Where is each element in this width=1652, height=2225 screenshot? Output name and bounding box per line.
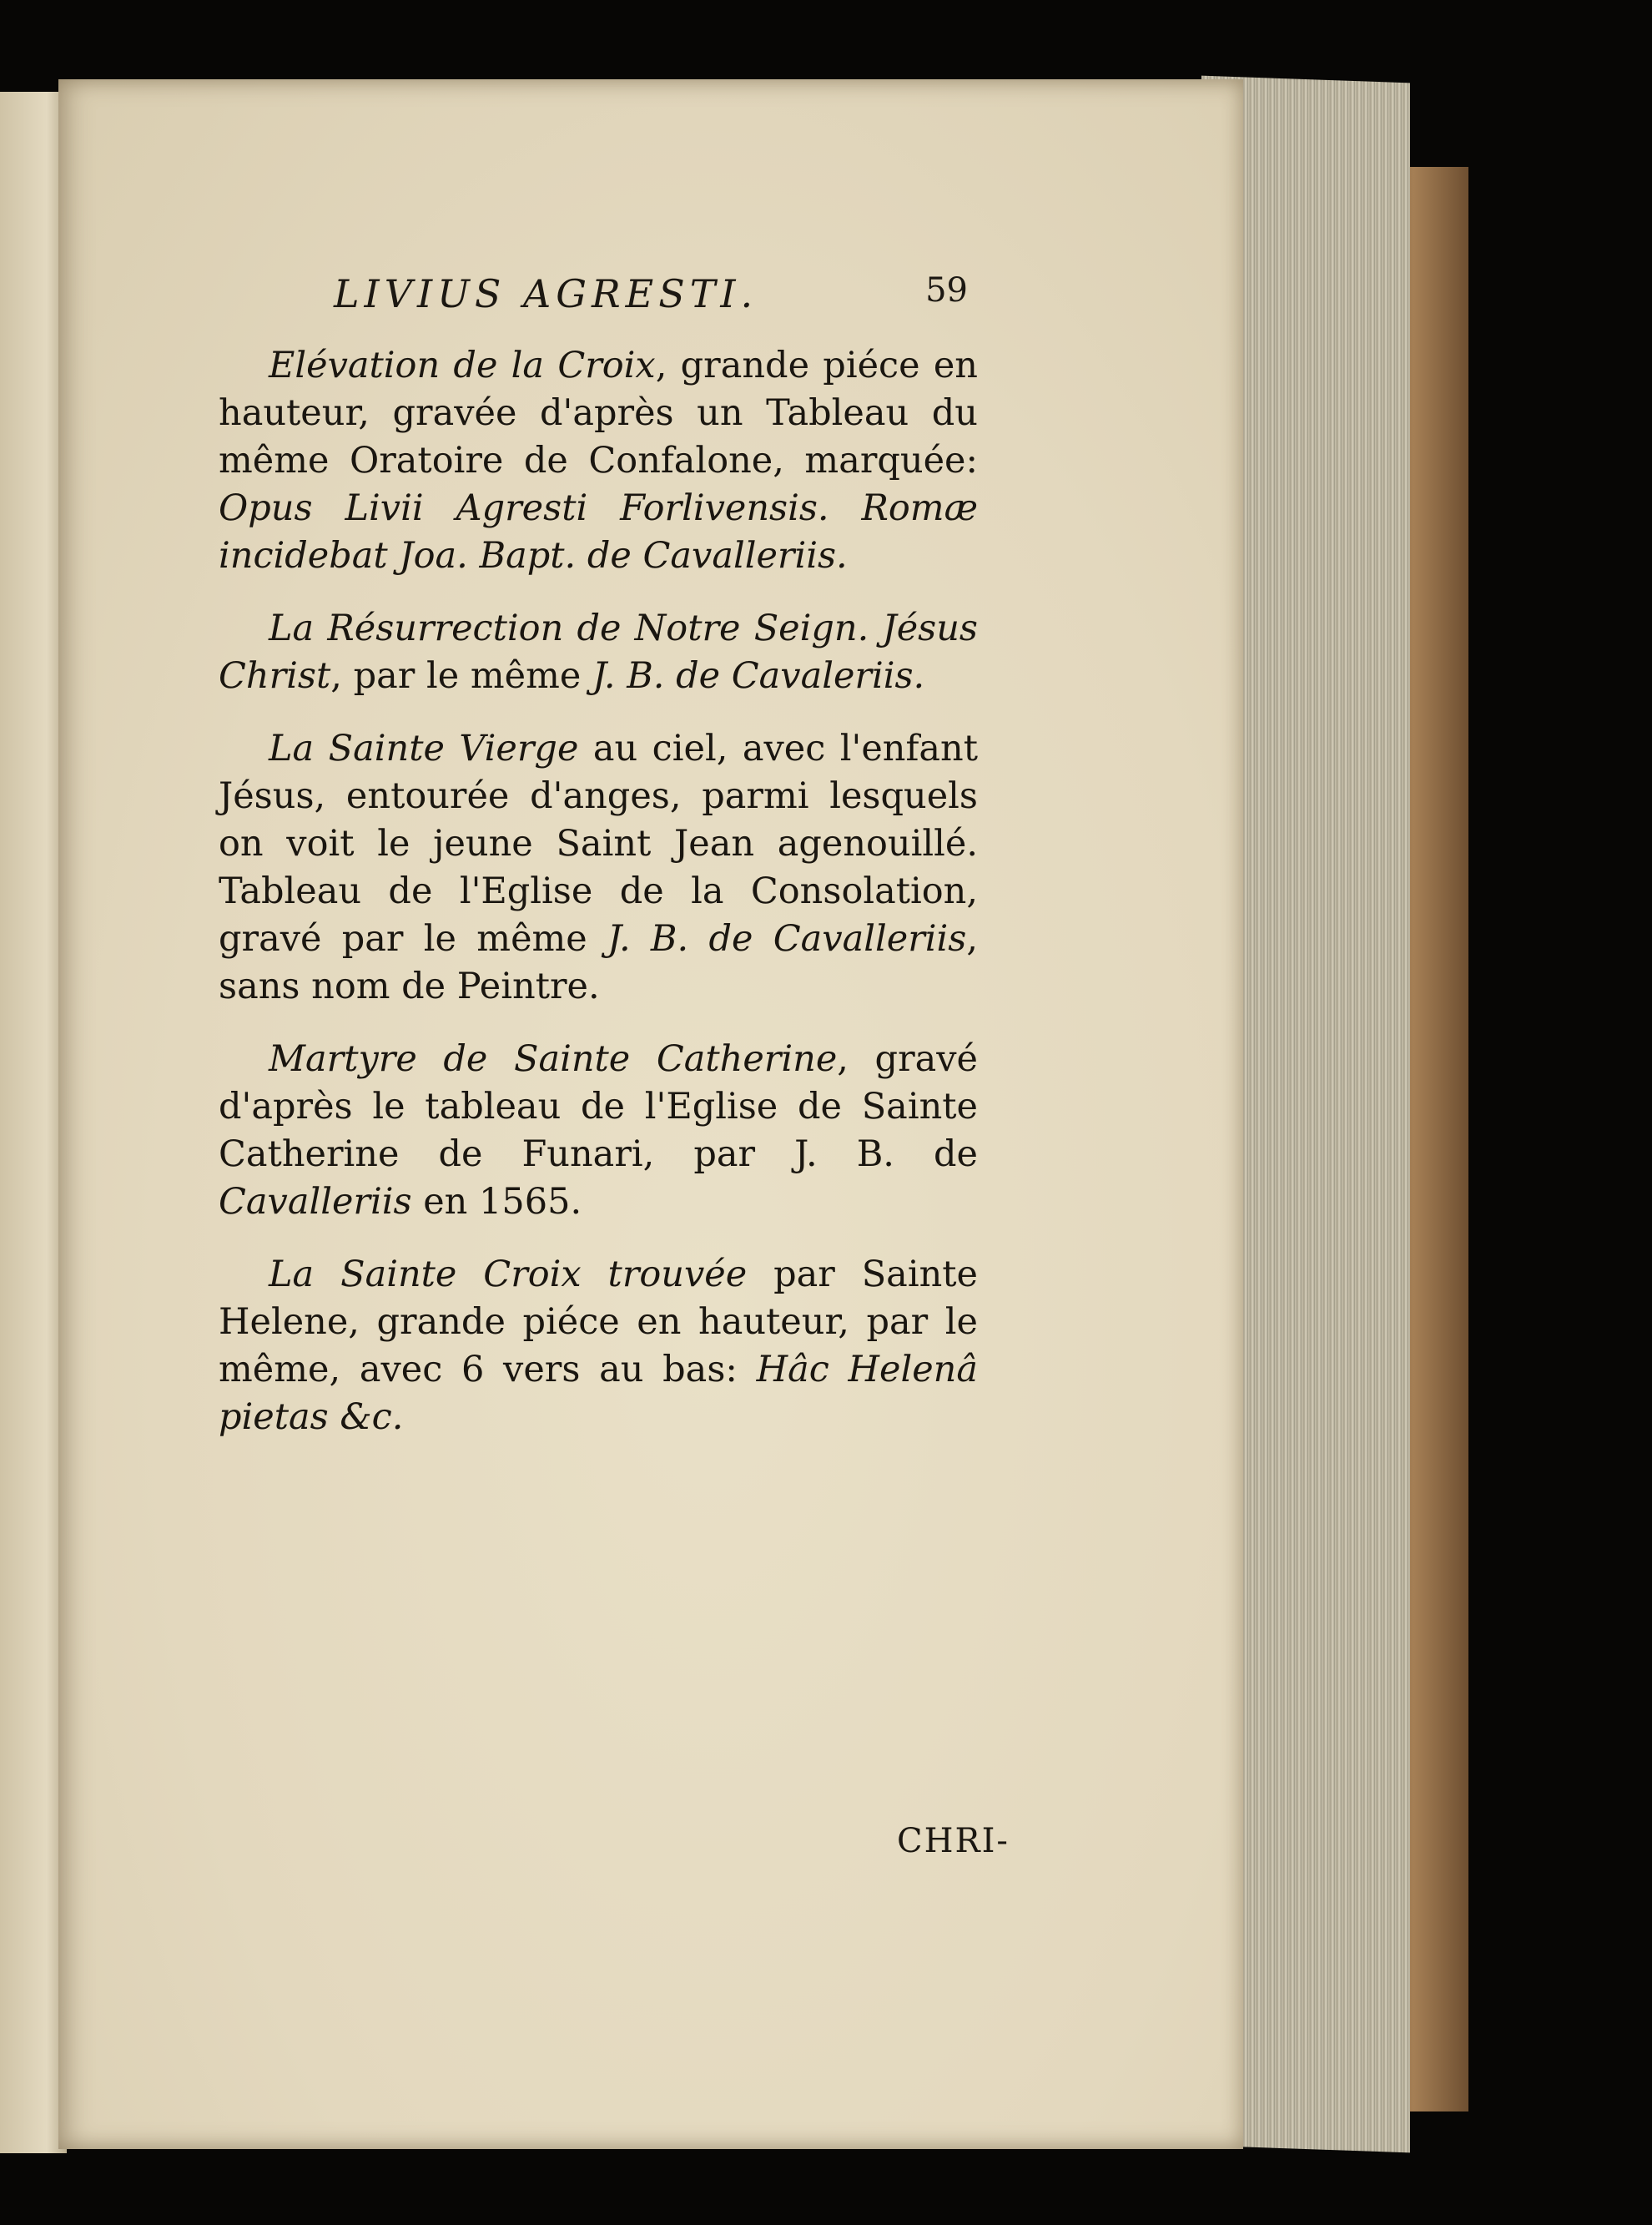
entry-sainte-vierge	[219, 725, 978, 1011]
entry-title: La Sainte Vierge	[269, 728, 579, 769]
page-number: 59	[925, 271, 968, 310]
entry-inscription: J. B. de Cavalleriis	[607, 918, 967, 960]
entry-inscription: Opus Livii Agresti Forlivensis. Romæ incidebat Joa. Bapt. de Cavalleriis.	[219, 487, 978, 577]
catchword: CHRI-	[897, 1822, 1010, 1860]
entry-text: au ciel, avec l'enfant Jésus, entourée d'anges, parmi lesquels on voit le jeune Saint Jean agenouillé. Tableau de l'Eglise de la Consolation, gravé par le même	[219, 728, 979, 960]
entry-title: Martyre de Sainte Catherine	[269, 1038, 838, 1080]
entry-text: , par le même	[330, 655, 592, 697]
entry-text: , gravé d'après le tableau de l'Eglise de Sainte Catherine de Funari, par J. B. de	[219, 1038, 978, 1175]
entry-text-after: en 1565.	[411, 1181, 582, 1223]
entry-title: Elévation de la Croix	[269, 345, 656, 386]
entry-text: , grande piéce en hauteur, gravée d'après un Tableau du même Oratoire de Confalone, marquée:	[219, 345, 978, 482]
entry-title: La Résurrection de Notre Seign. Jésus Christ	[219, 608, 978, 697]
entry-sainte-croix	[219, 1251, 978, 1441]
entry-elevation	[219, 342, 978, 580]
entry-title: La Sainte Croix trouvée	[269, 1254, 748, 1295]
entry-text-after: , sans nom de Peintre.	[219, 918, 978, 1007]
entry-inscription: Cavalleriis	[219, 1181, 412, 1223]
page-header	[334, 271, 968, 330]
facing-page-edge	[0, 92, 67, 2153]
entry-martyre	[219, 1036, 978, 1226]
entry-resurrection	[219, 605, 978, 700]
entry-inscription: Hâc Helenâ pietas &c.	[219, 1349, 978, 1438]
entry-text: par Sainte Helene, grande piéce en hauteur, par le même, avec 6 vers au bas:	[219, 1254, 978, 1390]
page-body	[219, 342, 978, 1466]
running-title: LIVIUS AGRESTI.	[334, 271, 758, 316]
entry-inscription: J. B. de Cavaleriis.	[592, 655, 925, 697]
